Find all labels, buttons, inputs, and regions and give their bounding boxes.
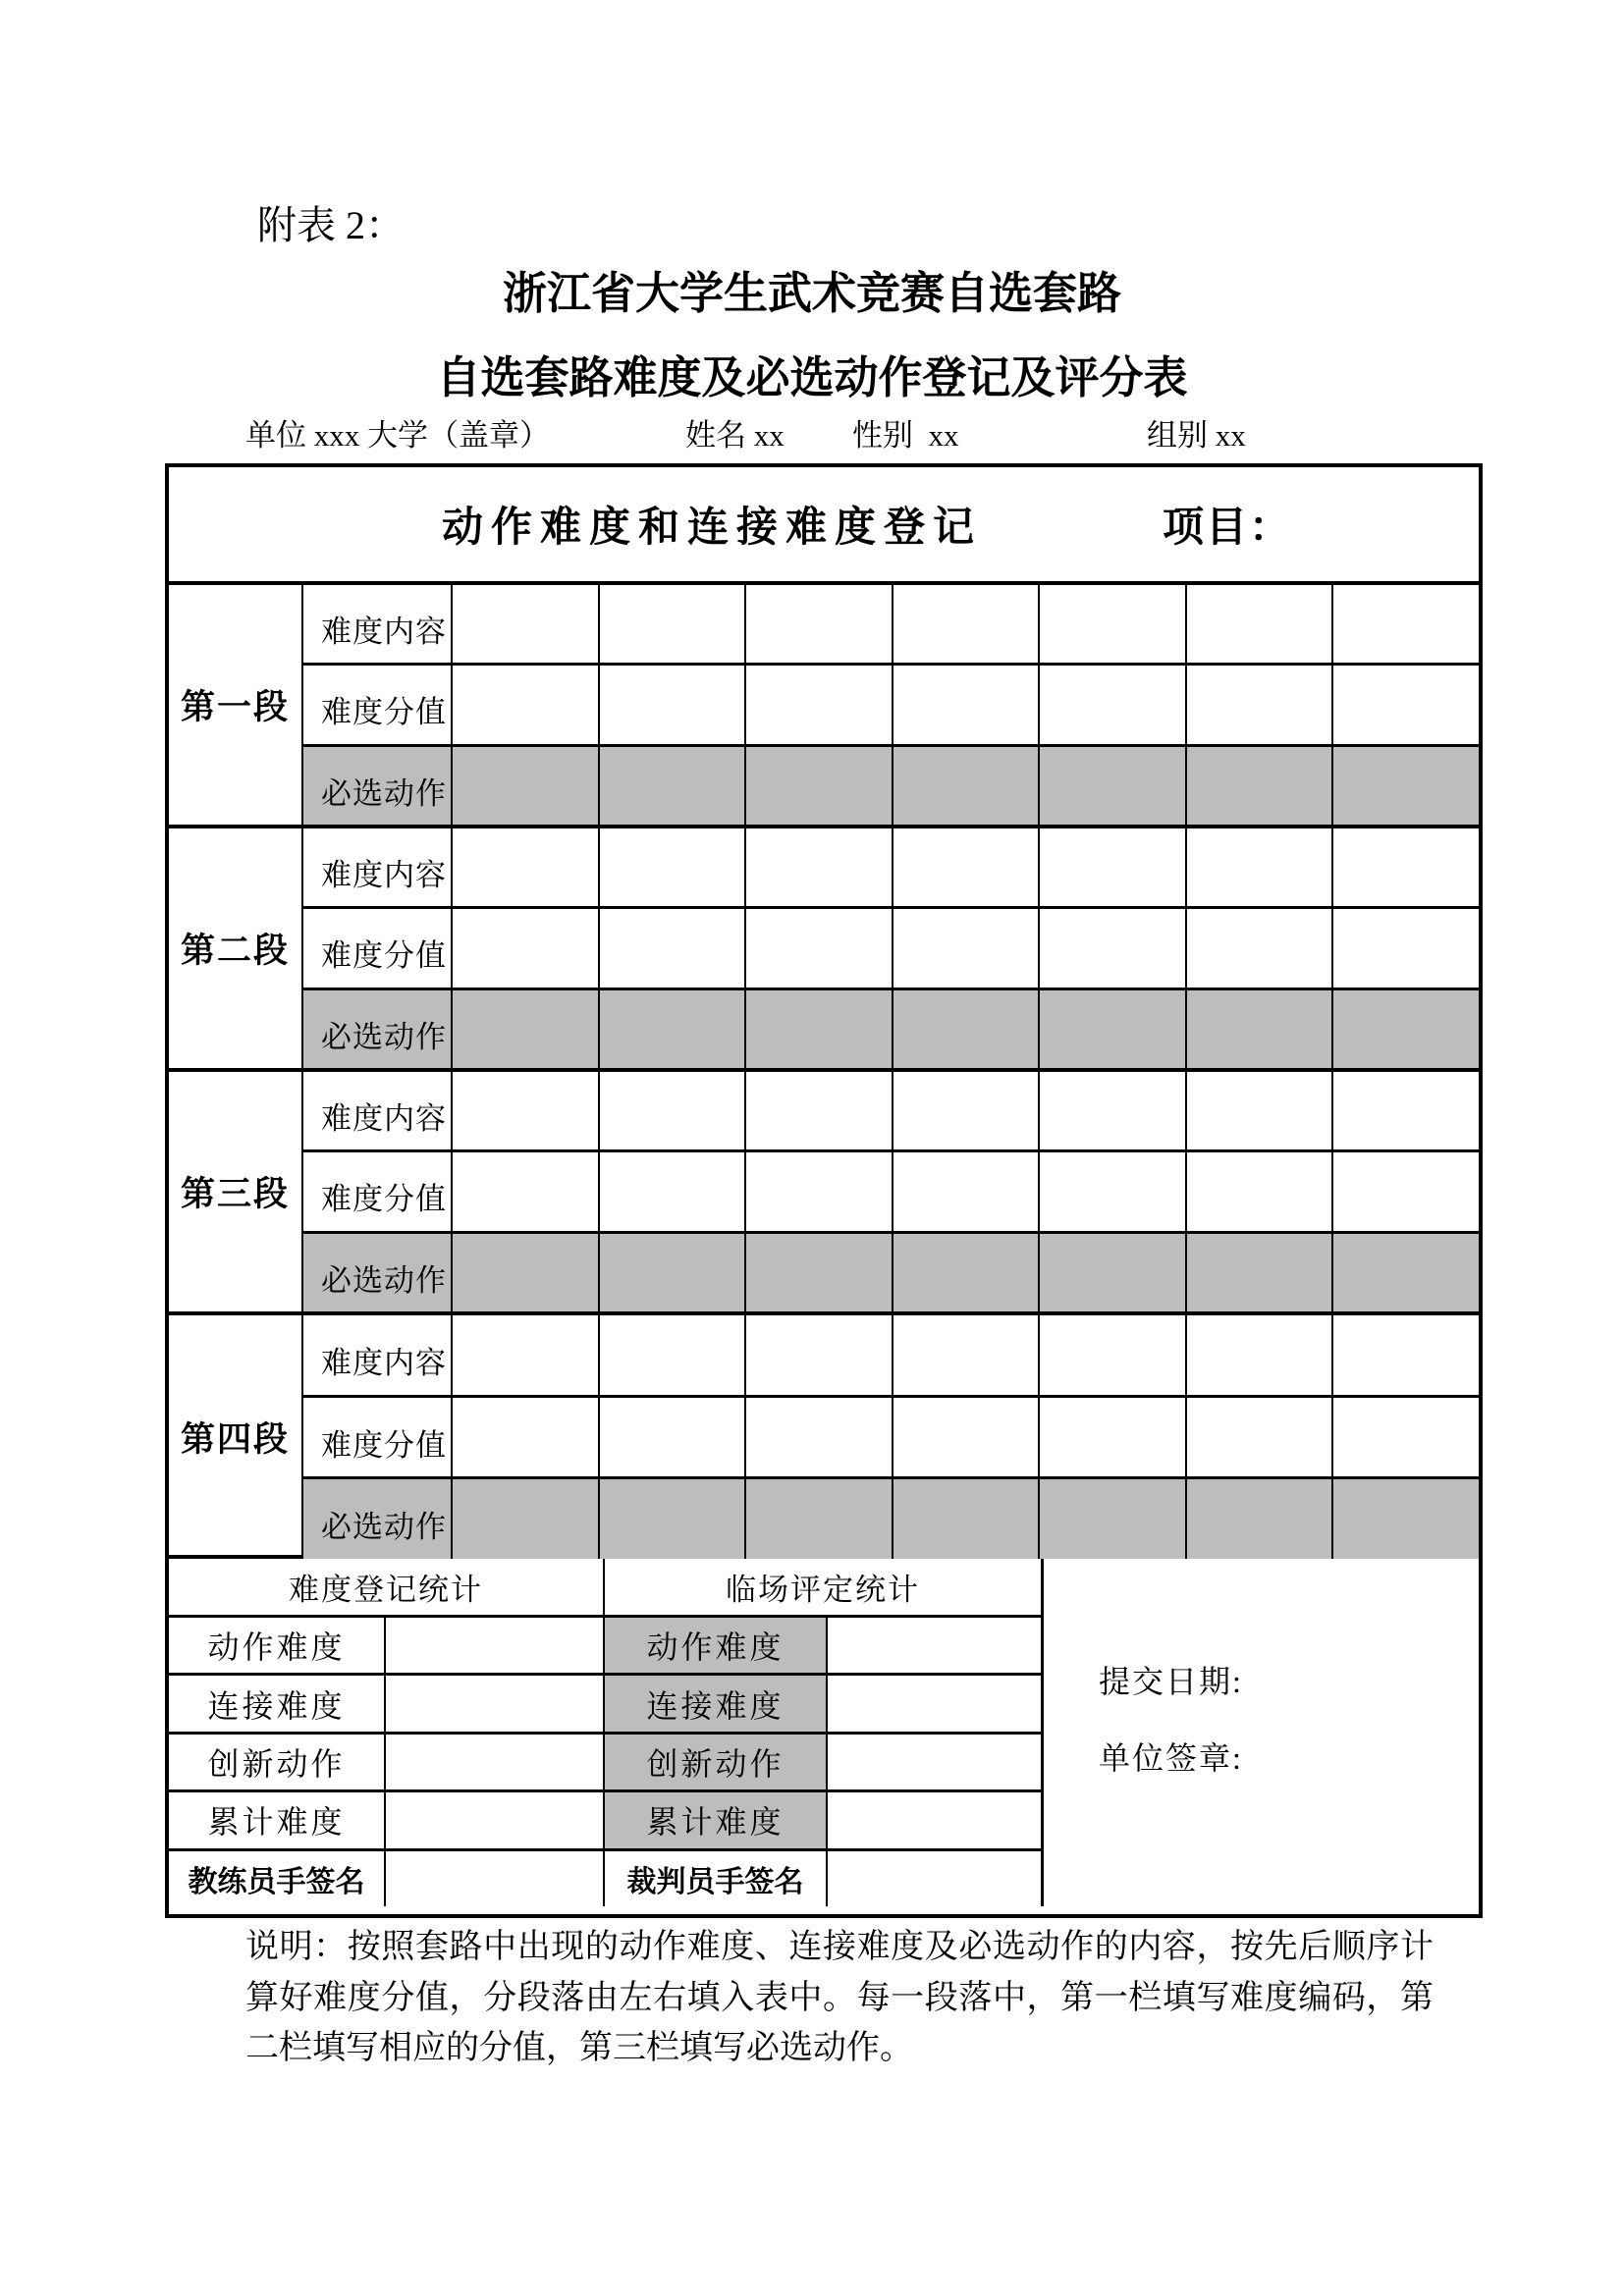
stat-value-cell[interactable] [826,1792,1041,1847]
stat-row-innovation-moves [605,1735,1041,1792]
row-cells [451,909,1479,987]
row-label-difficulty-content: 难度内容 [321,614,447,650]
data-cell[interactable] [451,585,598,663]
name-field: 姓名 xx [685,418,785,453]
stat-row-innovation-moves [169,1735,603,1792]
data-cell[interactable] [744,1315,892,1395]
row-cells [451,585,1479,663]
data-cell[interactable] [744,1479,892,1559]
row-label-required-moves: 必选动作 [303,1234,451,1311]
data-cell[interactable] [892,747,1039,825]
stat-value-cell[interactable] [384,1618,603,1673]
stat-row-cumulative-difficulty [605,1792,1041,1850]
data-cell[interactable] [1331,1479,1479,1559]
data-cell[interactable] [1331,666,1479,743]
segment-2-label: 第二段 [169,828,303,1068]
data-cell[interactable] [892,1398,1039,1477]
data-cell[interactable] [598,666,745,743]
segment-3-difficulty-score-row [303,1152,1479,1233]
data-cell[interactable] [1185,747,1332,825]
stat-label: 累计难度 [605,1792,826,1847]
data-cell[interactable] [1038,1479,1185,1559]
data-cell[interactable] [744,990,892,1068]
data-cell[interactable] [1038,1398,1185,1477]
signature-value-cell[interactable] [384,1851,603,1906]
row-label-required-moves: 必选动作 [303,1479,451,1559]
segment-2 [169,828,1479,1072]
data-cell[interactable] [1331,990,1479,1068]
data-cell[interactable] [1185,909,1332,987]
data-cell[interactable] [1185,990,1332,1068]
stat-row-judge-signature [605,1851,1041,1906]
data-cell[interactable] [892,666,1039,743]
data-cell[interactable] [1331,1398,1479,1477]
data-cell[interactable] [744,1072,892,1149]
data-cell[interactable] [598,909,745,987]
data-cell[interactable] [451,666,598,743]
data-cell[interactable] [451,747,598,825]
segment-4-label: 第四段 [169,1315,303,1559]
data-cell[interactable] [598,1072,745,1149]
row-label-difficulty-score: 难度分值 [321,938,447,974]
data-cell[interactable] [1185,1234,1332,1311]
data-cell[interactable] [1331,828,1479,906]
data-cell[interactable] [1038,1234,1185,1311]
segment-4-difficulty-score-row [303,1398,1479,1480]
stat-value-cell[interactable] [384,1676,603,1731]
data-cell[interactable] [451,1398,598,1477]
data-cell[interactable] [744,747,892,825]
data-cell[interactable] [598,1234,745,1311]
data-cell[interactable] [598,1479,745,1559]
grid-header-title: 动作难度和连接难度登记 [442,504,983,550]
row-cells [451,1315,1479,1395]
data-cell[interactable] [1038,666,1185,743]
row-label-required-moves: 必选动作 [303,747,451,825]
row-cells [451,747,1479,825]
stat-label: 创新动作 [605,1735,826,1789]
data-cell[interactable] [1331,747,1479,825]
row-label-difficulty-score: 难度分值 [321,1182,447,1217]
segment-1-label: 第一段 [169,585,303,825]
data-cell[interactable] [892,1479,1039,1559]
row-cells [451,1072,1479,1149]
data-cell[interactable] [451,1072,598,1149]
data-cell[interactable] [1038,1072,1185,1149]
data-cell[interactable] [892,1072,1039,1149]
segment-2-difficulty-score-row [303,909,1479,989]
coach-signature-label: 教练员手签名 [188,1865,365,1898]
row-label-difficulty-score: 难度分值 [321,1427,447,1463]
data-cell[interactable] [1185,1479,1332,1559]
judge-signature-label: 裁判员手签名 [626,1865,804,1898]
segment-4-difficulty-content-row [303,1315,1479,1398]
data-cell[interactable] [451,828,598,906]
segment-1-required-moves-row [303,747,1479,825]
row-cells [451,1152,1479,1230]
page-subtitle: 自选套路难度及必选动作登记及评分表 [436,352,1188,402]
data-cell[interactable] [1331,1072,1479,1149]
unit-seal-label: 单位签章: [1099,1740,1243,1776]
segment-4 [169,1315,1479,1559]
stats-section [169,1555,1479,1906]
data-cell[interactable] [892,909,1039,987]
segment-3-label: 第三段 [169,1072,303,1311]
row-cells [451,666,1479,743]
unit-field: 单位 xxx 大学（盖章） [245,418,550,453]
registration-stats-header: 难度登记统计 [169,1559,603,1618]
stat-row-action-difficulty [169,1618,603,1676]
data-cell[interactable] [451,990,598,1068]
stat-label: 动作难度 [605,1618,826,1673]
data-cell[interactable] [1331,585,1479,663]
data-cell[interactable] [598,1152,745,1230]
row-cells [451,1398,1479,1477]
data-cell[interactable] [744,1398,892,1477]
data-cell[interactable] [1185,1072,1332,1149]
data-cell[interactable] [1331,1152,1479,1230]
row-label-difficulty-content: 难度内容 [321,1101,447,1137]
row-cells [451,828,1479,906]
segment-1-difficulty-content-row [303,585,1479,666]
stat-row-action-difficulty [605,1618,1041,1676]
data-cell[interactable] [598,747,745,825]
stat-label: 累计难度 [207,1804,346,1841]
data-cell[interactable] [744,1234,892,1311]
segment-3-difficulty-content-row [303,1072,1479,1152]
row-label-required-moves: 必选动作 [303,990,451,1068]
data-cell[interactable] [1331,1315,1479,1395]
data-cell[interactable] [598,990,745,1068]
segment-2-required-moves-row [303,990,1479,1068]
data-cell[interactable] [451,1152,598,1230]
stat-label: 连接难度 [605,1676,826,1731]
data-cell[interactable] [892,1234,1039,1311]
row-label-difficulty-content: 难度内容 [321,858,447,893]
data-cell[interactable] [744,828,892,906]
data-cell[interactable] [598,585,745,663]
data-cell[interactable] [1331,1234,1479,1311]
data-cell[interactable] [1038,990,1185,1068]
data-cell[interactable] [451,1234,598,1311]
data-cell[interactable] [892,585,1039,663]
data-cell[interactable] [1038,828,1185,906]
stat-value-cell[interactable] [826,1618,1041,1673]
stat-value-cell[interactable] [384,1735,603,1789]
data-cell[interactable] [1331,909,1479,987]
data-cell[interactable] [1185,828,1332,906]
data-cell[interactable] [598,1398,745,1477]
data-cell[interactable] [744,1152,892,1230]
data-cell[interactable] [744,666,892,743]
appendix-label: 附表 2： [257,203,405,247]
stat-row-connection-difficulty [605,1676,1041,1734]
stat-label: 连接难度 [207,1687,346,1724]
data-cell[interactable] [451,909,598,987]
segment-1 [169,585,1479,828]
stat-row-cumulative-difficulty [169,1792,603,1850]
row-label-difficulty-content: 难度内容 [321,1345,447,1380]
stat-value-cell[interactable] [826,1735,1041,1789]
data-cell[interactable] [892,990,1039,1068]
data-cell[interactable] [598,1315,745,1395]
segment-3-required-moves-row [303,1234,1479,1311]
data-cell[interactable] [1038,909,1185,987]
data-cell[interactable] [1185,585,1332,663]
data-cell[interactable] [744,585,892,663]
data-cell[interactable] [451,1479,598,1559]
data-cell[interactable] [1038,1315,1185,1395]
signature-value-cell[interactable] [826,1851,1041,1906]
stat-label: 动作难度 [207,1629,346,1666]
row-cells [451,1234,1479,1311]
data-cell[interactable] [892,1152,1039,1230]
data-cell[interactable] [744,909,892,987]
data-cell[interactable] [892,828,1039,906]
table-header-row [169,467,1479,585]
data-cell[interactable] [892,1315,1039,1395]
segment-4-required-moves-row [303,1479,1479,1559]
registration-stats-subtable [169,1559,603,1906]
segment-1-difficulty-score-row [303,666,1479,746]
row-label-difficulty-score: 难度分值 [321,695,447,730]
stat-value-cell[interactable] [384,1792,603,1847]
stat-row-coach-signature [169,1851,603,1906]
page-title: 浙江省大学生武术竞赛自选套路 [502,268,1121,318]
data-cell[interactable] [1185,1398,1332,1477]
row-cells [451,1479,1479,1559]
stat-value-cell[interactable] [826,1676,1041,1731]
stat-row-connection-difficulty [169,1676,603,1734]
segment-2-difficulty-content-row [303,828,1479,909]
data-cell[interactable] [451,1315,598,1395]
info-line [0,410,1624,454]
note-text: 说明：按照套路中出现的动作难度、连接难度及必选动作的内容，按先后顺序计算好难度分值，分段落由左右填入表中。每一段落中，第一栏填写难度编码，第二栏填写相应的分值，第三栏填写必选动作。 [245,1929,1434,2067]
data-cell[interactable] [1038,1152,1185,1230]
registration-table [165,463,1483,1918]
onsite-stats-subtable [603,1559,1041,1906]
row-cells [451,990,1479,1068]
submission-cell [1041,1559,1479,1906]
onsite-stats-header: 临场评定统计 [605,1559,1041,1618]
data-cell[interactable] [598,828,745,906]
data-cell[interactable] [1038,585,1185,663]
data-cell[interactable] [1185,1152,1332,1230]
submit-date-label: 提交日期: [1099,1664,1243,1699]
project-label: 项目： [1163,504,1293,550]
data-cell[interactable] [1185,666,1332,743]
data-cell[interactable] [1185,1315,1332,1395]
gender-field: 性别 xx [852,418,959,453]
group-field: 组别 xx [1147,418,1246,453]
segment-3 [169,1072,1479,1315]
stat-label: 创新动作 [207,1746,346,1783]
data-cell[interactable] [1038,747,1185,825]
